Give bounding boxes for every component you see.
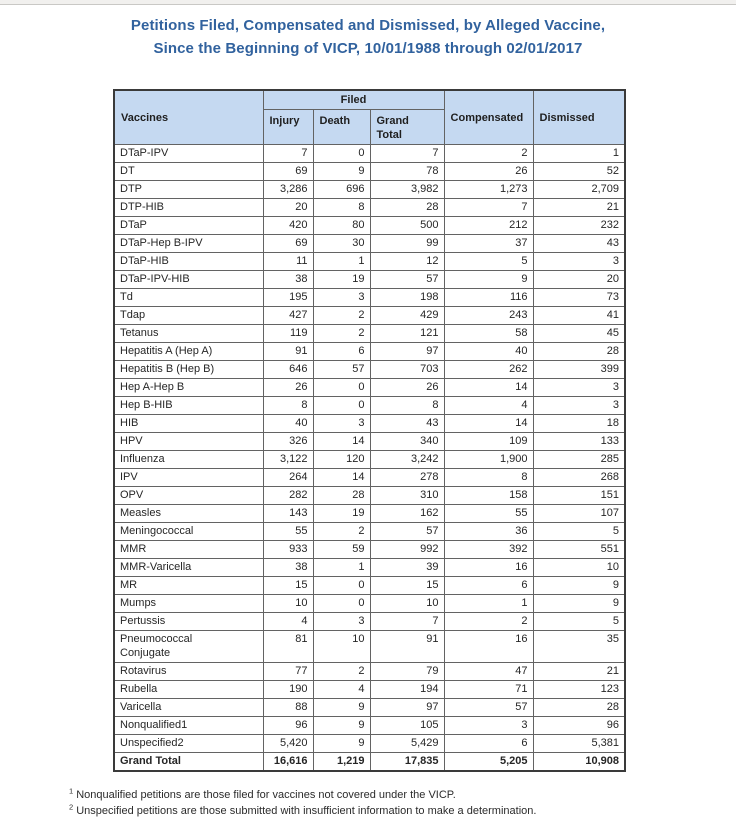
vaccine-name-cell: [114, 505, 263, 523]
vaccine-name-cell: [114, 253, 263, 271]
dismissed-cell: 3: [533, 253, 625, 271]
table-row: [114, 343, 625, 361]
grand-total-injury-cell: 16,616: [263, 753, 313, 772]
compensated-cell: 9: [444, 271, 533, 289]
injury-cell: 10: [263, 595, 313, 613]
vaccine-name-cell: [114, 163, 263, 181]
dismissed-cell: 5,381: [533, 735, 625, 753]
grand-total-cell: 10: [370, 595, 444, 613]
vaccine-name-label: Varicella: [120, 701, 162, 713]
injury-cell: 91: [263, 343, 313, 361]
injury-cell: 11: [263, 253, 313, 271]
vaccine-name-label: DTP: [120, 183, 142, 195]
grand-total-compensated-cell: 5,205: [444, 753, 533, 772]
dismissed-cell: 2,709: [533, 181, 625, 199]
death-cell: 28: [313, 487, 370, 505]
table-row: [114, 271, 625, 289]
vaccine-name-cell: [114, 559, 263, 577]
table-row: [114, 397, 625, 415]
injury-cell: 195: [263, 289, 313, 307]
table-row: [114, 433, 625, 451]
dismissed-cell: 399: [533, 361, 625, 379]
dismissed-cell: 3: [533, 379, 625, 397]
grand-total-cell: 12: [370, 253, 444, 271]
vaccine-name-label: DTaP-Hep B-IPV: [120, 237, 203, 249]
table-row: [114, 631, 625, 663]
vaccine-name-cell: [114, 451, 263, 469]
compensated-cell: 58: [444, 325, 533, 343]
dismissed-cell: 41: [533, 307, 625, 325]
compensated-cell: 1,900: [444, 451, 533, 469]
death-cell: 1: [313, 559, 370, 577]
vaccine-name-label: HIB: [120, 417, 139, 429]
dismissed-cell: 45: [533, 325, 625, 343]
vaccine-name-cell: [114, 217, 263, 235]
vaccine-name-cell: [114, 397, 263, 415]
vaccine-name-cell: [114, 199, 263, 217]
compensated-cell: 26: [444, 163, 533, 181]
vaccine-name-label: Tdap: [120, 309, 146, 321]
compensated-cell: 4: [444, 397, 533, 415]
compensated-cell: 1: [444, 595, 533, 613]
vaccine-name-label: Measles: [120, 507, 161, 519]
vaccine-name-cell: [114, 735, 263, 753]
vaccine-name-label: Hep B-HIB: [120, 399, 173, 411]
vaccine-name-label: Meningococcal: [120, 525, 194, 537]
vaccine-name-label: Rotavirus: [120, 665, 167, 677]
grand-total-cell: 43: [370, 415, 444, 433]
vaccine-name-label: Mumps: [120, 597, 157, 609]
vaccine-name-label: IPV: [120, 471, 138, 483]
vaccine-name-label: MR: [120, 579, 138, 591]
vaccine-name-label: Tetanus: [120, 327, 159, 339]
grand-total-dismissed-cell: 10,908: [533, 753, 625, 772]
grand-total-cell: 39: [370, 559, 444, 577]
injury-cell: 933: [263, 541, 313, 559]
injury-cell: 190: [263, 681, 313, 699]
grand-total-cell: 3,982: [370, 181, 444, 199]
death-cell: 3: [313, 415, 370, 433]
vaccine-name-cell: [114, 379, 263, 397]
injury-cell: 69: [263, 235, 313, 253]
grand-total-cell: 97: [370, 699, 444, 717]
table-row: [114, 307, 625, 325]
col-header-grand-total-label: Grand Total: [376, 115, 409, 141]
col-header-death: Death: [313, 110, 370, 145]
compensated-cell: 6: [444, 735, 533, 753]
injury-cell: 15: [263, 577, 313, 595]
vaccine-name-cell: [114, 415, 263, 433]
dismissed-cell: 123: [533, 681, 625, 699]
vaccine-name-label: Td: [120, 291, 133, 303]
death-cell: 9: [313, 717, 370, 735]
death-cell: 2: [313, 325, 370, 343]
death-cell: 2: [313, 663, 370, 681]
table-row: [114, 735, 625, 753]
dismissed-cell: 232: [533, 217, 625, 235]
death-cell: 1: [313, 253, 370, 271]
table-row: [114, 681, 625, 699]
table-row: [114, 469, 625, 487]
compensated-cell: 36: [444, 523, 533, 541]
vaccine-name-cell: [114, 325, 263, 343]
compensated-cell: 71: [444, 681, 533, 699]
injury-cell: 282: [263, 487, 313, 505]
grand-total-cell: 5,429: [370, 735, 444, 753]
footnote-1-marker: 1: [69, 786, 74, 796]
injury-cell: 5,420: [263, 735, 313, 753]
vaccine-name-label: Rubella: [120, 683, 158, 695]
dismissed-cell: 21: [533, 663, 625, 681]
vaccine-name-cell: [114, 181, 263, 199]
death-cell: 120: [313, 451, 370, 469]
grand-total-row: [114, 753, 625, 772]
injury-cell: 143: [263, 505, 313, 523]
dismissed-cell: 10: [533, 559, 625, 577]
dismissed-cell: 9: [533, 577, 625, 595]
death-cell: 59: [313, 541, 370, 559]
compensated-cell: 47: [444, 663, 533, 681]
vaccine-name-cell: [114, 361, 263, 379]
death-cell: 2: [313, 307, 370, 325]
compensated-cell: 7: [444, 199, 533, 217]
compensated-cell: 55: [444, 505, 533, 523]
table-row: [114, 379, 625, 397]
vaccine-name-cell: [114, 699, 263, 717]
death-cell: 30: [313, 235, 370, 253]
grand-total-cell: 198: [370, 289, 444, 307]
table-row: [114, 325, 625, 343]
footnote-2: [69, 803, 736, 819]
vaccine-name-label: Nonqualified1: [120, 719, 188, 731]
vaccine-name-label: OPV: [120, 489, 144, 501]
death-cell: 696: [313, 181, 370, 199]
grand-total-cell: 99: [370, 235, 444, 253]
vaccine-name-label: Influenza: [120, 453, 165, 465]
death-cell: 2: [313, 523, 370, 541]
grand-total-death-cell: 1,219: [313, 753, 370, 772]
grand-total-cell: 91: [370, 631, 444, 663]
vaccine-name-cell: [114, 541, 263, 559]
death-cell: 14: [313, 469, 370, 487]
table-row: [114, 217, 625, 235]
grand-total-cell: 3,242: [370, 451, 444, 469]
grand-total-cell: 28: [370, 199, 444, 217]
injury-cell: 326: [263, 433, 313, 451]
footnote-2-marker: 2: [69, 802, 74, 812]
vaccine-name-label: MMR: [120, 543, 147, 555]
injury-cell: 81: [263, 631, 313, 663]
compensated-cell: 40: [444, 343, 533, 361]
col-header-filed-group: Filed: [263, 90, 444, 110]
injury-cell: 3,122: [263, 451, 313, 469]
injury-cell: 40: [263, 415, 313, 433]
grand-total-cell: 703: [370, 361, 444, 379]
grand-total-grand-total-cell: 17,835: [370, 753, 444, 772]
table-row: [114, 595, 625, 613]
table-row: [114, 717, 625, 735]
dismissed-cell: 21: [533, 199, 625, 217]
injury-cell: 264: [263, 469, 313, 487]
table-row: [114, 415, 625, 433]
injury-cell: 8: [263, 397, 313, 415]
page-title: [0, 14, 736, 60]
dismissed-cell: 5: [533, 613, 625, 631]
grand-total-cell: 26: [370, 379, 444, 397]
dismissed-cell: 20: [533, 271, 625, 289]
grand-total-cell: 97: [370, 343, 444, 361]
compensated-cell: 243: [444, 307, 533, 325]
vaccine-name-cell: [114, 271, 263, 289]
footnote-1: [69, 787, 736, 803]
table-row: [114, 523, 625, 541]
injury-cell: 38: [263, 559, 313, 577]
footnote-1-text: Nonqualified petitions are those filed for vaccines not covered under the VICP.: [76, 789, 456, 801]
vaccine-name-cell: [114, 595, 263, 613]
vaccine-name-label: Pertussis: [120, 615, 166, 627]
vaccine-name-cell: [114, 613, 263, 631]
grand-total-cell: 340: [370, 433, 444, 451]
injury-cell: 26: [263, 379, 313, 397]
table-row: [114, 577, 625, 595]
vaccine-table-body: [114, 145, 625, 753]
injury-cell: 88: [263, 699, 313, 717]
vaccine-name-cell: [114, 469, 263, 487]
vaccine-name-label: DTaP: [120, 219, 147, 231]
compensated-cell: 158: [444, 487, 533, 505]
vaccine-name-cell: [114, 433, 263, 451]
dismissed-cell: 268: [533, 469, 625, 487]
death-cell: 6: [313, 343, 370, 361]
footnotes: [69, 787, 736, 819]
death-cell: 0: [313, 379, 370, 397]
table-row: [114, 361, 625, 379]
injury-cell: 119: [263, 325, 313, 343]
grand-total-cell: 7: [370, 145, 444, 163]
vaccine-name-cell: [114, 717, 263, 735]
compensated-cell: 2: [444, 145, 533, 163]
grand-total-cell: 194: [370, 681, 444, 699]
death-cell: 3: [313, 613, 370, 631]
table-row: [114, 235, 625, 253]
compensated-cell: 262: [444, 361, 533, 379]
table-row: [114, 699, 625, 717]
death-cell: 0: [313, 145, 370, 163]
compensated-cell: 392: [444, 541, 533, 559]
compensated-cell: 109: [444, 433, 533, 451]
vaccine-name-label: Hep A-Hep B: [120, 381, 185, 393]
table-row: [114, 145, 625, 163]
col-header-injury: Injury: [263, 110, 313, 145]
vaccine-name-cell: [114, 289, 263, 307]
compensated-cell: 116: [444, 289, 533, 307]
page-title-line2: Since the Beginning of VICP, 10/01/1988 through 02/01/2017: [153, 40, 583, 57]
vaccine-name-cell: [114, 631, 263, 663]
grand-total-cell: 500: [370, 217, 444, 235]
grand-total-cell: 429: [370, 307, 444, 325]
vaccine-name-cell: [114, 577, 263, 595]
vaccine-name-label: DTaP-IPV: [120, 147, 169, 159]
grand-total-cell: 57: [370, 271, 444, 289]
injury-cell: 3,286: [263, 181, 313, 199]
compensated-cell: 2: [444, 613, 533, 631]
table-row: [114, 505, 625, 523]
death-cell: 9: [313, 163, 370, 181]
death-cell: 4: [313, 681, 370, 699]
injury-cell: 427: [263, 307, 313, 325]
table-row: [114, 487, 625, 505]
table-row: [114, 253, 625, 271]
vaccine-name-cell: [114, 307, 263, 325]
table-row: [114, 451, 625, 469]
compensated-cell: 16: [444, 631, 533, 663]
injury-cell: 20: [263, 199, 313, 217]
injury-cell: 55: [263, 523, 313, 541]
dismissed-cell: 107: [533, 505, 625, 523]
injury-cell: 4: [263, 613, 313, 631]
window-edge-strip: [0, 0, 736, 5]
table-row: [114, 613, 625, 631]
dismissed-cell: 96: [533, 717, 625, 735]
compensated-cell: 14: [444, 379, 533, 397]
dismissed-cell: 3: [533, 397, 625, 415]
dismissed-cell: 18: [533, 415, 625, 433]
death-cell: 19: [313, 271, 370, 289]
injury-cell: 420: [263, 217, 313, 235]
table-row: [114, 199, 625, 217]
injury-cell: 69: [263, 163, 313, 181]
grand-total-cell: 15: [370, 577, 444, 595]
death-cell: 3: [313, 289, 370, 307]
compensated-cell: 37: [444, 235, 533, 253]
table-row: [114, 559, 625, 577]
grand-total-cell: 121: [370, 325, 444, 343]
injury-cell: 646: [263, 361, 313, 379]
compensated-cell: 6: [444, 577, 533, 595]
dismissed-cell: 133: [533, 433, 625, 451]
table-row: [114, 163, 625, 181]
vaccine-name-label: Pneumococcal Conjugate: [120, 633, 193, 659]
dismissed-cell: 551: [533, 541, 625, 559]
death-cell: 0: [313, 577, 370, 595]
dismissed-cell: 1: [533, 145, 625, 163]
death-cell: 10: [313, 631, 370, 663]
dismissed-cell: 73: [533, 289, 625, 307]
compensated-cell: 14: [444, 415, 533, 433]
compensated-cell: 5: [444, 253, 533, 271]
vaccine-name-label: DTaP-IPV-HIB: [120, 273, 190, 285]
vaccine-name-label: MMR-Varicella: [120, 561, 192, 573]
grand-total-cell: 105: [370, 717, 444, 735]
table-footer: [114, 753, 625, 772]
compensated-cell: 16: [444, 559, 533, 577]
vaccine-name-cell: [114, 145, 263, 163]
grand-total-cell: 310: [370, 487, 444, 505]
vaccine-name-label: Unspecified2: [120, 737, 184, 749]
injury-cell: 38: [263, 271, 313, 289]
dismissed-cell: 28: [533, 699, 625, 717]
death-cell: 19: [313, 505, 370, 523]
compensated-cell: 57: [444, 699, 533, 717]
grand-total-cell: 992: [370, 541, 444, 559]
table-row: [114, 289, 625, 307]
page-title-line1: Petitions Filed, Compensated and Dismissed, by Alleged Vaccine,: [130, 17, 606, 34]
death-cell: 0: [313, 595, 370, 613]
vaccine-name-label: HPV: [120, 435, 143, 447]
vaccine-name-label: Hepatitis A (Hep A): [120, 345, 213, 357]
dismissed-cell: 9: [533, 595, 625, 613]
dismissed-cell: 285: [533, 451, 625, 469]
injury-cell: 7: [263, 145, 313, 163]
col-header-dismissed: Dismissed: [533, 90, 625, 145]
vaccine-name-label: DTaP-HIB: [120, 255, 169, 267]
table-row: [114, 541, 625, 559]
death-cell: 8: [313, 199, 370, 217]
grand-total-cell: 57: [370, 523, 444, 541]
vaccine-name-label: DT: [120, 165, 135, 177]
table-row: [114, 663, 625, 681]
col-header-vaccines: Vaccines: [114, 90, 263, 145]
injury-cell: 96: [263, 717, 313, 735]
col-header-grand-total: [370, 110, 444, 145]
vaccine-name-cell: [114, 523, 263, 541]
dismissed-cell: 43: [533, 235, 625, 253]
grand-total-cell: 79: [370, 663, 444, 681]
death-cell: 9: [313, 735, 370, 753]
compensated-cell: 1,273: [444, 181, 533, 199]
vaccine-petitions-table: [113, 89, 626, 772]
dismissed-cell: 52: [533, 163, 625, 181]
dismissed-cell: 151: [533, 487, 625, 505]
dismissed-cell: 5: [533, 523, 625, 541]
grand-total-cell: 78: [370, 163, 444, 181]
dismissed-cell: 28: [533, 343, 625, 361]
vaccine-name-cell: [114, 343, 263, 361]
footnote-2-text: Unspecified petitions are those submitted with insufficient information to make a determination.: [76, 805, 537, 817]
compensated-cell: 8: [444, 469, 533, 487]
vaccine-name-cell: [114, 235, 263, 253]
grand-total-cell: 8: [370, 397, 444, 415]
vaccine-name-label: Hepatitis B (Hep B): [120, 363, 215, 375]
grand-total-label-cell: Grand Total: [114, 753, 263, 772]
death-cell: 0: [313, 397, 370, 415]
vaccine-name-cell: [114, 681, 263, 699]
death-cell: 80: [313, 217, 370, 235]
grand-total-cell: 278: [370, 469, 444, 487]
vaccine-name-label: DTP-HIB: [120, 201, 164, 213]
grand-total-cell: 7: [370, 613, 444, 631]
death-cell: 9: [313, 699, 370, 717]
table-row: [114, 181, 625, 199]
grand-total-cell: 162: [370, 505, 444, 523]
col-header-compensated: Compensated: [444, 90, 533, 145]
vaccine-name-cell: [114, 663, 263, 681]
compensated-cell: 3: [444, 717, 533, 735]
dismissed-cell: 35: [533, 631, 625, 663]
death-cell: 14: [313, 433, 370, 451]
table-header: [114, 90, 625, 145]
vaccine-name-cell: [114, 487, 263, 505]
compensated-cell: 212: [444, 217, 533, 235]
death-cell: 57: [313, 361, 370, 379]
injury-cell: 77: [263, 663, 313, 681]
